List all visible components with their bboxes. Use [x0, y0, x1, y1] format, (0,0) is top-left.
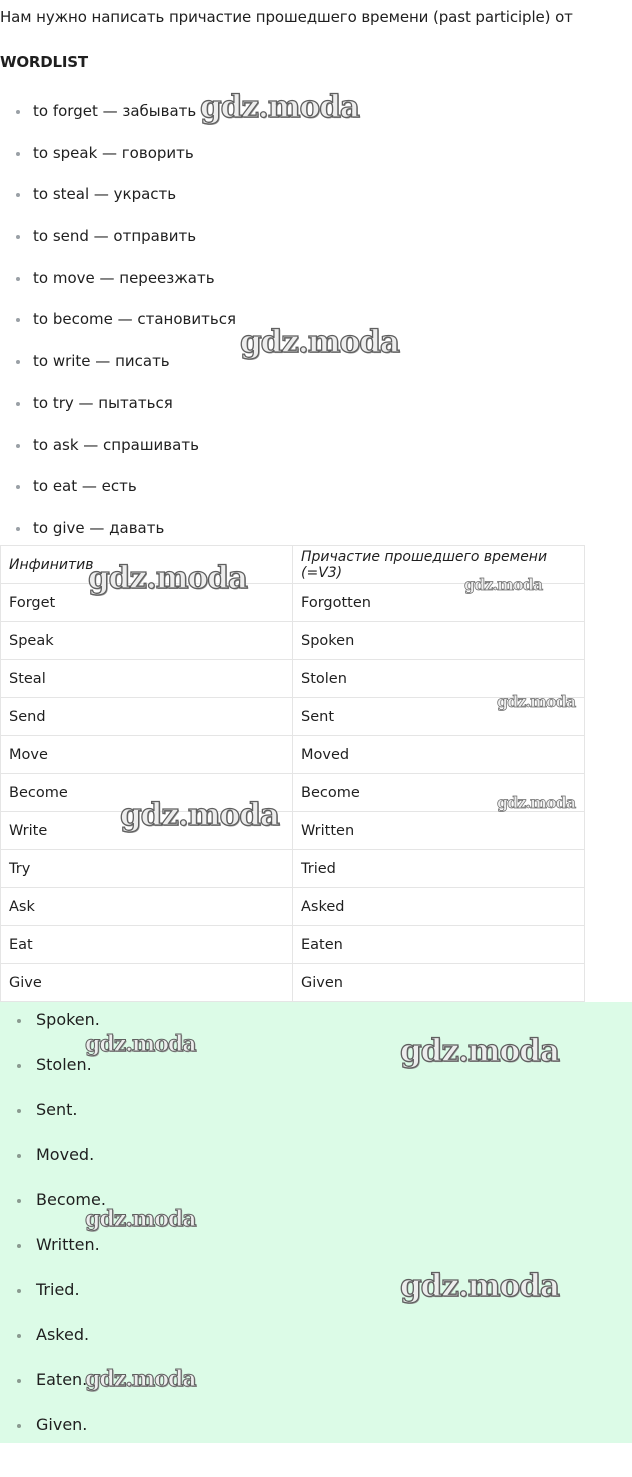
participle-cell: Become — [293, 774, 585, 812]
answer-item: Tried. — [0, 1272, 632, 1317]
answer-item: Spoken. — [0, 1002, 632, 1047]
wordlist-item: to try — пытаться — [0, 384, 632, 426]
participle-cell: Forgotten — [293, 584, 585, 622]
table-row — [1, 964, 585, 1002]
watermark-logo: gdz.moda — [400, 1033, 559, 1069]
participle-cell: Eaten — [293, 926, 585, 964]
wordlist-item: to move — переезжать — [0, 259, 632, 301]
watermark-logo: gdz.moda — [464, 575, 543, 594]
watermark-logo: gdz.moda — [85, 1206, 196, 1232]
infinitive-cell: Speak — [1, 622, 293, 660]
infinitive-cell: Eat — [1, 926, 293, 964]
intro-text: Нам нужно написать причастие прошедшего времени (past participle) от — [0, 8, 573, 26]
watermark-logo: gdz.moda — [240, 324, 399, 360]
answer-item: Moved. — [0, 1137, 632, 1182]
table-row — [1, 926, 585, 964]
wordlist-item: to become — становиться — [0, 300, 632, 342]
wordlist-heading: WORDLIST — [0, 53, 88, 71]
header-past-participle: Причастие прошедшего времени (=V3) — [293, 546, 585, 584]
infinitive-cell: Ask — [1, 888, 293, 926]
watermark-logo: gdz.moda — [85, 1031, 196, 1057]
answer-item: Stolen. — [0, 1047, 632, 1092]
watermark-logo: gdz.moda — [400, 1268, 559, 1304]
participle-cell: Moved — [293, 736, 585, 774]
participle-cell: Spoken — [293, 622, 585, 660]
answer-item: Written. — [0, 1227, 632, 1272]
answer-item: Sent. — [0, 1092, 632, 1137]
watermark-logo: gdz.moda — [200, 89, 359, 125]
watermark-logo: gdz.moda — [497, 692, 576, 711]
answer-item: Eaten. — [0, 1362, 632, 1407]
participle-cell: Asked — [293, 888, 585, 926]
wordlist-item: to speak — говорить — [0, 134, 632, 176]
answer-item: Asked. — [0, 1317, 632, 1362]
wordlist-item: to steal — украсть — [0, 175, 632, 217]
watermark-logo: gdz.moda — [88, 560, 247, 596]
wordlist-item: to give — давать — [0, 509, 632, 551]
watermark-logo: gdz.moda — [120, 797, 279, 833]
wordlist-item: to ask — спрашивать — [0, 426, 632, 468]
participle-cell: Stolen — [293, 660, 585, 698]
wordlist-item: to send — отправить — [0, 217, 632, 259]
verbs-table — [0, 545, 585, 1002]
infinitive-cell: Forget — [1, 584, 293, 622]
infinitive-cell: Try — [1, 850, 293, 888]
table-row — [1, 888, 585, 926]
answers-block — [0, 1002, 632, 1443]
watermark-logo: gdz.moda — [85, 1366, 196, 1392]
infinitive-cell: Move — [1, 736, 293, 774]
infinitive-cell: Give — [1, 964, 293, 1002]
answers-list — [0, 1002, 632, 1452]
infinitive-cell: Send — [1, 698, 293, 736]
answer-item: Become. — [0, 1182, 632, 1227]
participle-cell: Sent — [293, 698, 585, 736]
wordlist-item: to eat — есть — [0, 467, 632, 509]
header-infinitive: Инфинитив — [1, 546, 293, 584]
wordlist-item: to forget — забывать — [0, 92, 632, 134]
table-row — [1, 698, 585, 736]
infinitive-cell: Become — [1, 774, 293, 812]
intro-text-overflow — [0, 28, 632, 48]
wordlist — [0, 89, 632, 551]
participle-cell: Given — [293, 964, 585, 1002]
watermark-logo: gdz.moda — [497, 793, 576, 812]
wordlist-item: to write — писать — [0, 342, 632, 384]
table-row — [1, 812, 585, 850]
infinitive-cell: Write — [1, 812, 293, 850]
table-row — [1, 774, 585, 812]
table-row — [1, 584, 585, 622]
table-row — [1, 660, 585, 698]
table-row — [1, 736, 585, 774]
infinitive-cell: Steal — [1, 660, 293, 698]
table-header-row — [1, 546, 585, 584]
table-row — [1, 850, 585, 888]
table-row — [1, 622, 585, 660]
participle-cell: Written — [293, 812, 585, 850]
participle-cell: Tried — [293, 850, 585, 888]
answer-item: Given. — [0, 1407, 632, 1452]
